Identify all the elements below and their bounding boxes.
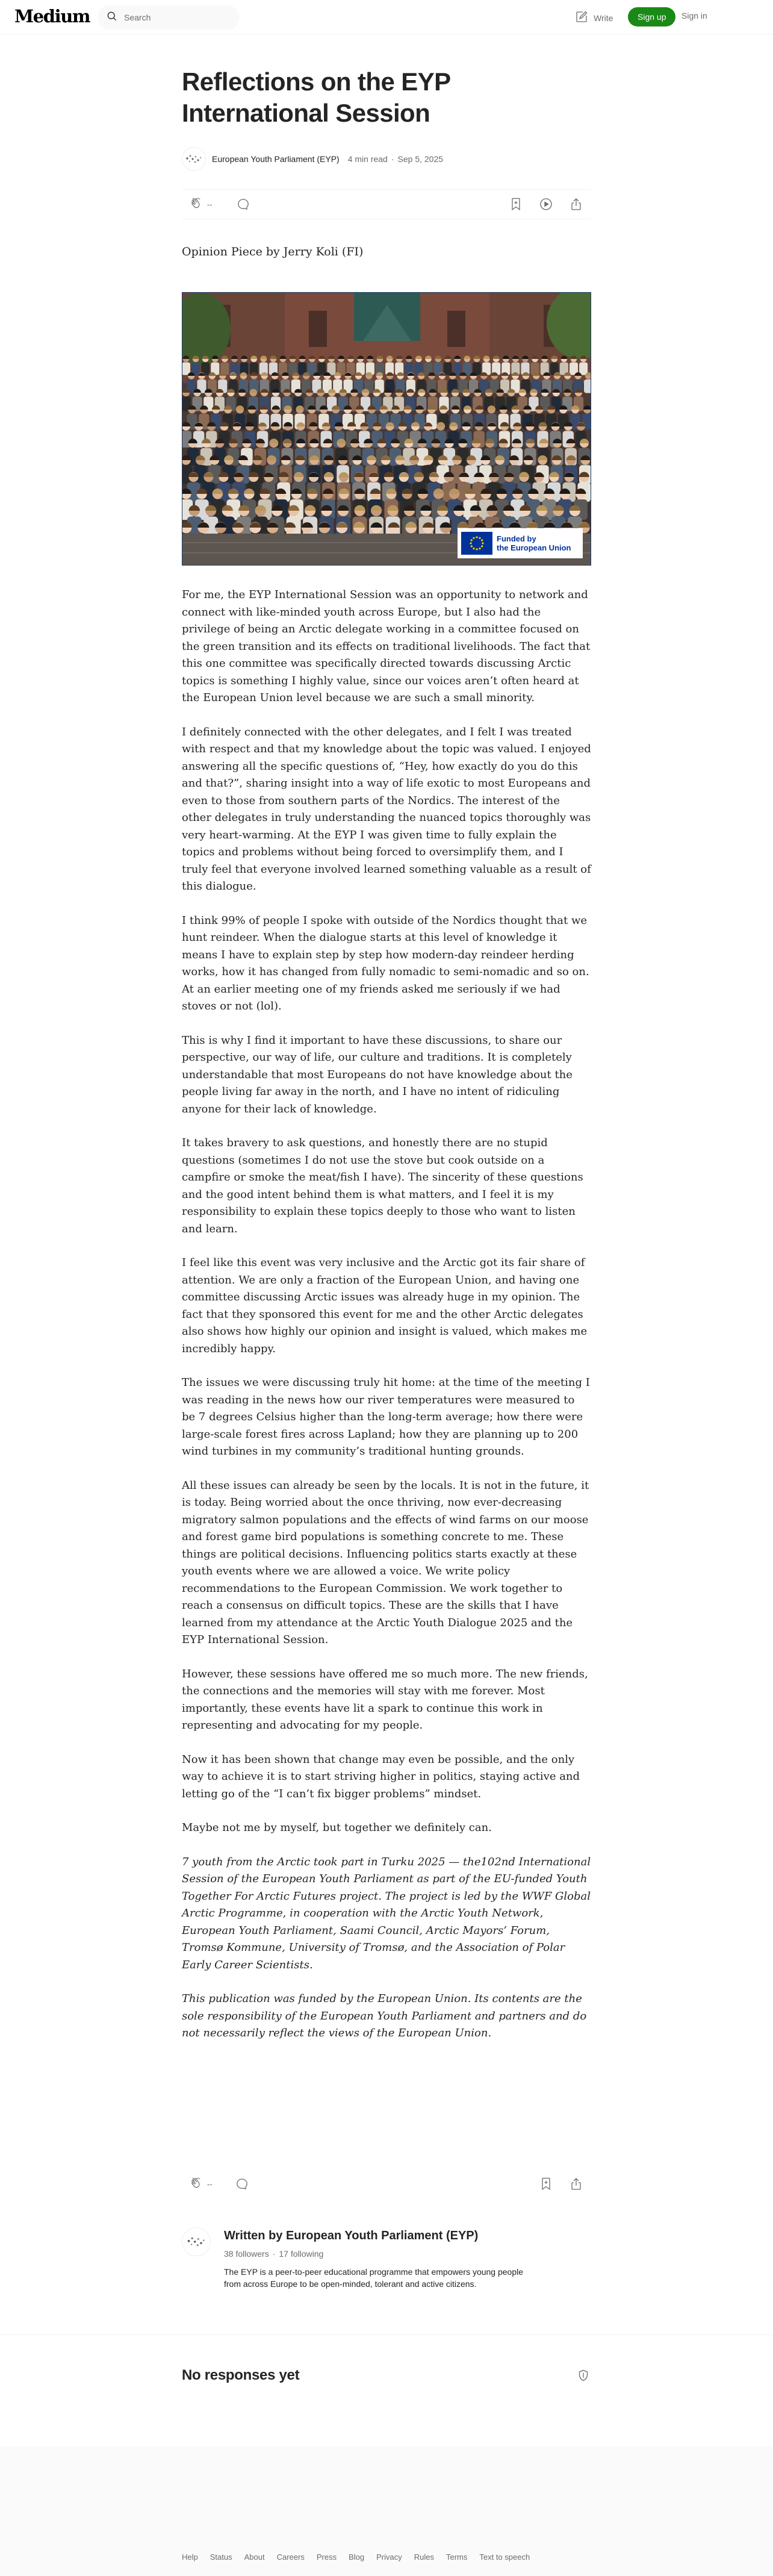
footer-link[interactable]: About — [244, 2553, 265, 2562]
top-nav — [0, 0, 773, 34]
author-stats — [224, 2249, 537, 2259]
body-paragraph: I think 99% of people I spoke with outside of the Nordics thought that we hunt reindeer. When the dialogue starts at this level of knowledge it means I have to explain step by step how modern-day reindeer herding works, how it has changed from fully nomadic to semi-nomadic and so on. At an earlier meeting one of my friends asked me seriously if we had stoves or not (lol). — [182, 914, 589, 1012]
search-input[interactable] — [124, 13, 232, 22]
publish-date: Sep 5, 2025 — [397, 154, 444, 164]
write-label: Write — [594, 13, 613, 23]
clap-count: -- — [207, 199, 213, 209]
share-icon[interactable] — [568, 2176, 584, 2192]
footer-link[interactable]: Terms — [445, 2553, 468, 2562]
bookmark-icon[interactable] — [538, 2176, 554, 2192]
body-paragraph: The issues we were discussing truly hit home: at the time of the meeting I was reading in the news how our river temperatures were measured to be 7 degrees Celsius higher than the long-term average; how there were large-scale forest fires across Lapland; how they are planning up to 200 wind turbines in my community’s traditional hunting grounds. — [182, 1376, 590, 1458]
eu-badge-line2: the European Union — [497, 543, 571, 552]
article-body — [182, 587, 591, 2059]
body-paragraph: It takes bravery to ask questions, and honestly there are no stupid questions (sometimes I do not use the stove but cook outside on a campfire or smoke the meat/fish I have). The sincerity of these questions and the good intent behind them is what matters, and I feel it is my responsibility to explain these topics deeply to those who want to listen and learn. — [182, 1137, 583, 1235]
article-meta — [348, 154, 443, 164]
signin-link[interactable]: Sign in — [681, 11, 707, 20]
hero-group-photo — [182, 292, 591, 566]
footer-links — [182, 2553, 542, 2562]
comment-icon[interactable] — [234, 2176, 250, 2192]
section-divider — [0, 2334, 773, 2335]
article-action-bar — [182, 189, 591, 219]
body-paragraph: Maybe not me by myself, but together we definitely can. — [182, 1821, 492, 1834]
bookmark-icon[interactable] — [508, 196, 524, 212]
bottom-clap-count: -- — [207, 2179, 213, 2189]
clap-icon — [189, 2176, 207, 2192]
publication-avatar[interactable] — [182, 147, 206, 171]
eu-funding-badge — [458, 528, 583, 558]
search-icon — [106, 10, 118, 25]
body-paragraph: This is why I find it important to have these discussions, to share our perspective, our way of life, our culture and traditions. It is completely understandable that most Europeans do not have knowledge about the people living far away in the north, and I have no intent of ridiculing anyone for their lack of knowledge. — [182, 1034, 573, 1115]
footer-link[interactable]: Text to speech — [479, 2553, 530, 2562]
body-paragraph: I feel like this event was very inclusive and the Arctic got its fair share of attention. We are only a fraction of the European Union, and having one committee discussing Arctic issues was already huge in my opinion. The fact that they sponsored this event for me and the other Arctic delegates also shows how highly our opinion and insight is valued, which makes me incredibly happy. — [182, 1256, 588, 1355]
responses-section — [182, 2367, 591, 2384]
eu-funding-text — [497, 534, 571, 552]
crowd-figures — [182, 356, 591, 557]
publication-name[interactable]: European Youth Parliament (EYP) — [212, 154, 340, 164]
body-paragraph: Now it has been shown that change may even be possible, and the only way to achieve it is to start striving higher in politics, staying active and letting go of the “I can’t fix bigger problems” mindset. — [182, 1753, 580, 1800]
footer-link[interactable]: Rules — [414, 2553, 434, 2562]
listen-play-icon[interactable] — [538, 196, 554, 212]
body-paragraph: I definitely connected with the other delegates, and I felt I was treated with respect and that my knowledge about the topic was valued. I enjoyed answering all the specific questions of, “Hey, how exactly do you do this and that?”, sharing insight into a way of life exotic to most Europeans and even to those from southern parts of the Nordics. The interest of the other delegates in truly understanding the nuanced topics thoroughly was very heart-warming. At the EYP I was given time to fully explain the topics and problems without being forced to oversimplify them, and I truly feel that everyone involved learned something valuable as a result of this dialogue. — [182, 725, 591, 893]
stats-separator: · — [272, 2249, 276, 2259]
medium-logo[interactable]: Medium — [14, 6, 90, 27]
search-box[interactable] — [98, 5, 240, 30]
author-avatar[interactable] — [182, 2227, 211, 2256]
body-paragraph: However, these sessions have offered me so much more. The new friends, the connections and the memories will stay with me forever. Most importantly, these events have lit a spark to continue this work in representing and advocating for my people. — [182, 1667, 588, 1732]
footer-link[interactable]: Careers — [276, 2553, 305, 2562]
shield-icon[interactable] — [576, 2368, 591, 2383]
comment-icon[interactable] — [235, 196, 251, 212]
footer-link[interactable]: Help — [182, 2553, 198, 2562]
read-time: 4 min read — [347, 154, 388, 164]
write-button[interactable] — [574, 10, 613, 26]
article-title: Reflections on the EYP International Session — [182, 67, 450, 127]
write-icon — [574, 10, 594, 26]
footer-link[interactable]: Status — [210, 2553, 232, 2562]
body-paragraph: All these issues can already be seen by the locals. It is not in the future, it is today. Being worried about the once thriving, now ever-decreasing migratory salmon populations and the effects of wind farms on our moose and forest game bird populations is something concrete to me. These things are political decisions. Influencing politics starts exactly at these youth events where we are allowed a voice. We write policy recommendations to the European Commission. We work together to reach a consensus on difficult topics. These are the skills that I have learned from my attendance at the Arctic Youth Dialogue 2025 and the EYP International Session. — [182, 1479, 589, 1646]
share-icon[interactable] — [568, 196, 584, 212]
byline — [182, 147, 591, 171]
opinion-byline: Opinion Piece by Jerry Koli (FI) — [182, 245, 364, 258]
bottom-clap-button[interactable] — [189, 2176, 213, 2192]
signup-button[interactable]: Sign up — [628, 7, 675, 27]
meta-separator: · — [391, 154, 394, 164]
author-info — [224, 2227, 537, 2290]
author-card — [182, 2227, 591, 2290]
footer-link[interactable]: Press — [316, 2553, 337, 2562]
author-bio: The EYP is a peer-to-peer educational programme that empowers young people from across Europe to be open-minded, tolerant and active citizens. — [224, 2267, 524, 2289]
footer-link[interactable]: Privacy — [376, 2553, 402, 2562]
italic-note-paragraph: This publication was funded by the European Union. Its contents are the sole responsibility of the European Youth Parliament and partners and do not necessarily reflect the views of the European Union. — [182, 1992, 587, 2039]
followers-count[interactable]: 38 followers — [224, 2249, 269, 2259]
group-photo-illustration — [182, 293, 591, 566]
italic-note-paragraph: 7 youth from the Arctic took part in Turku 2025 — the102nd International Session of the European Youth Parliament as part of the EU-funded Youth Together For Arctic Futures project. The project is led by the WWF Global Arctic Programme, in cooperation with the Arctic Youth Network, European Youth Parliament, Saami Council, Arctic Mayors’ Forum, Tromsø Kommune, University of Tromsø, and the Association of Polar Early Career Scientists. — [182, 1855, 591, 1971]
following-count[interactable]: 17 following — [279, 2249, 324, 2259]
clap-button[interactable] — [189, 196, 213, 213]
responses-title: No responses yet — [182, 2367, 300, 2383]
author-name[interactable]: Written by European Youth Parliament (EYP) — [224, 2229, 479, 2242]
body-paragraph: For me, the EYP International Session was an opportunity to network and connect with like-minded youth across Europe, but I also had the privilege of being an Arctic delegate working in a committee focused on the green transition and its effects on traditional livelihoods. The fact that this one committee was specifically directed towards discussing Arctic topics is something I highly value, since our voices aren’t often heard at the European Union level because we are such a small minority. — [182, 588, 591, 704]
bottom-action-bar — [182, 2172, 591, 2196]
eu-badge-line1: Funded by — [497, 534, 536, 543]
clap-icon — [189, 196, 207, 213]
footer-link[interactable]: Blog — [349, 2553, 365, 2562]
eu-flag-icon — [461, 532, 492, 555]
